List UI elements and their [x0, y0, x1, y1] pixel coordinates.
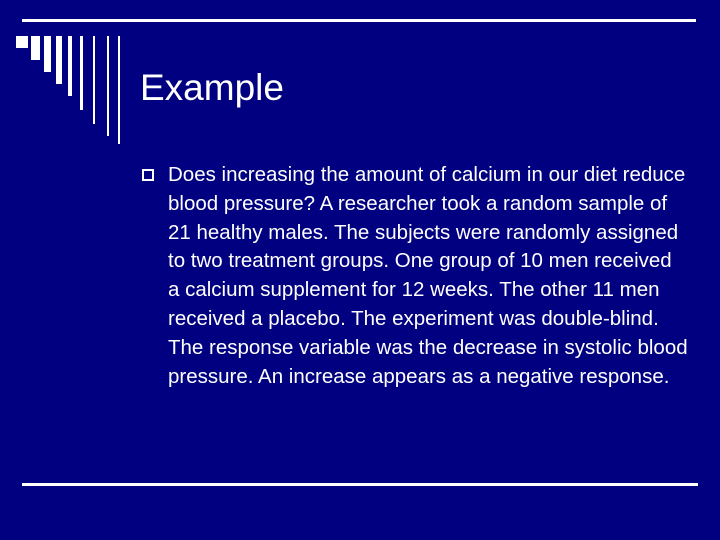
- decorative-stripes: [0, 0, 130, 150]
- hollow-square-bullet-icon: [142, 169, 154, 181]
- bullet-text: Does increasing the amount of calcium in our diet reduce blood pressure? A researcher took a random sample of 21 healthy males. The subjects were randomly assigned to two treatment groups. One group of 10 men received a calcium supplement for 12 weeks. The other 11 men received a placebo. The experiment was double-blind. The response variable was the decrease in systolic blood pressure. An increase appears as a negative response.: [168, 163, 688, 388]
- bottom-rule: [22, 483, 698, 486]
- slide-title: Example: [140, 67, 284, 108]
